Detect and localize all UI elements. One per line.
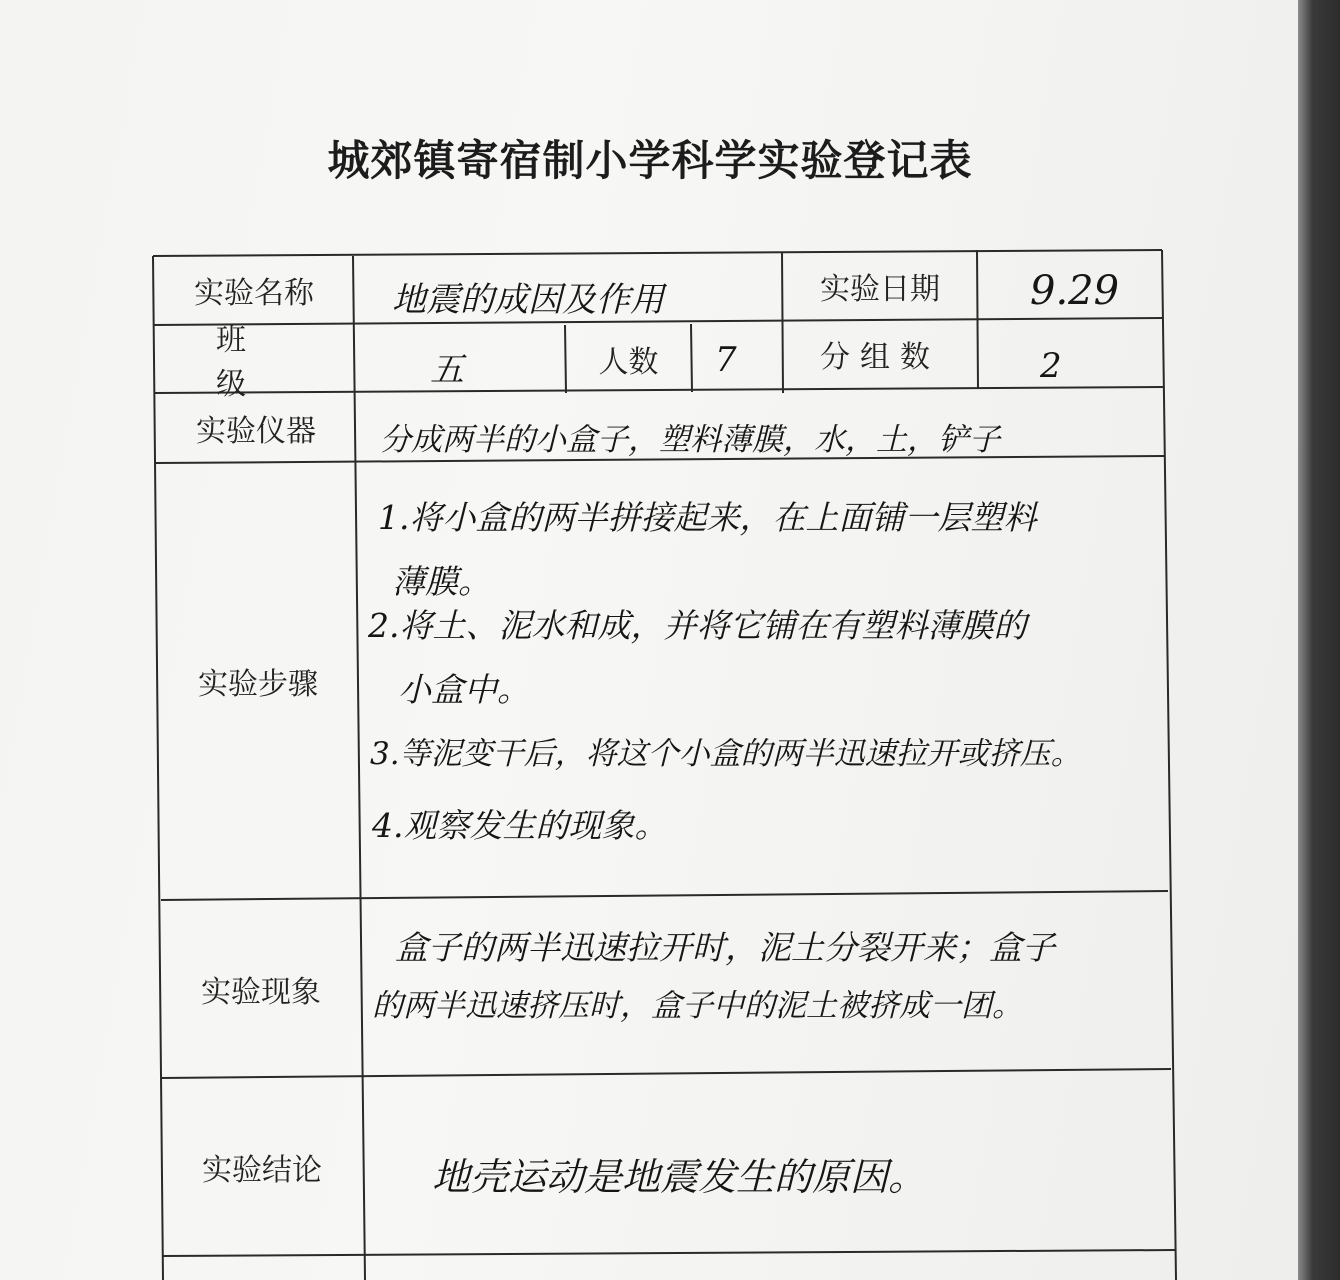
- background-edge: [1298, 0, 1340, 1280]
- label-groups-text: 分组数: [820, 340, 940, 375]
- steps-line-3: 2.将土、泥水和成，并将它铺在有塑料薄膜的: [368, 606, 1027, 645]
- value-people: 7: [715, 340, 737, 380]
- label-conclusion: 实验结论: [202, 1153, 322, 1188]
- label-steps: 实验步骤: [198, 667, 318, 702]
- steps-line-1: 1.将小盒的两半拼接起来，在上面铺一层塑料: [378, 498, 1037, 537]
- value-equipment: 分成两半的小盒子，塑料薄膜，水，土，铲子: [380, 422, 1000, 458]
- phenomenon-line-2: 的两半迅速挤压时，盒子中的泥土被挤成一团。: [372, 988, 1023, 1024]
- label-experiment-name: 实验名称: [194, 276, 314, 311]
- label-class: [156, 323, 354, 402]
- value-conclusion: 地壳运动是地震发生的原因。: [432, 1155, 927, 1199]
- value-experiment-date: 9.29: [1030, 268, 1120, 314]
- steps-line-2: 薄膜。: [392, 562, 491, 601]
- value-groups: 2: [1040, 346, 1062, 386]
- steps-line-4: 小盒中。: [398, 670, 530, 709]
- label-phenomenon: 实验现象: [201, 975, 321, 1010]
- label-groups: [783, 320, 977, 388]
- steps-line-5: 3.等泥变干后，将这个小盒的两半迅速拉开或挤压。: [370, 736, 1082, 772]
- label-experiment-date: 实验日期: [820, 272, 940, 307]
- form-title: 城郊镇寄宿制小学科学实验登记表: [327, 136, 973, 185]
- label-equipment: 实验仪器: [196, 414, 316, 449]
- label-class-text: 班级: [216, 323, 306, 402]
- value-class: 五: [430, 350, 464, 390]
- phenomenon-line-1: 盒子的两半迅速拉开时，泥土分裂开来；盒子: [395, 928, 1055, 967]
- value-experiment-name: 地震的成因及作用: [392, 280, 664, 320]
- label-people: 人数: [598, 345, 659, 380]
- steps-line-6: 4.观察发生的现象。: [372, 806, 668, 845]
